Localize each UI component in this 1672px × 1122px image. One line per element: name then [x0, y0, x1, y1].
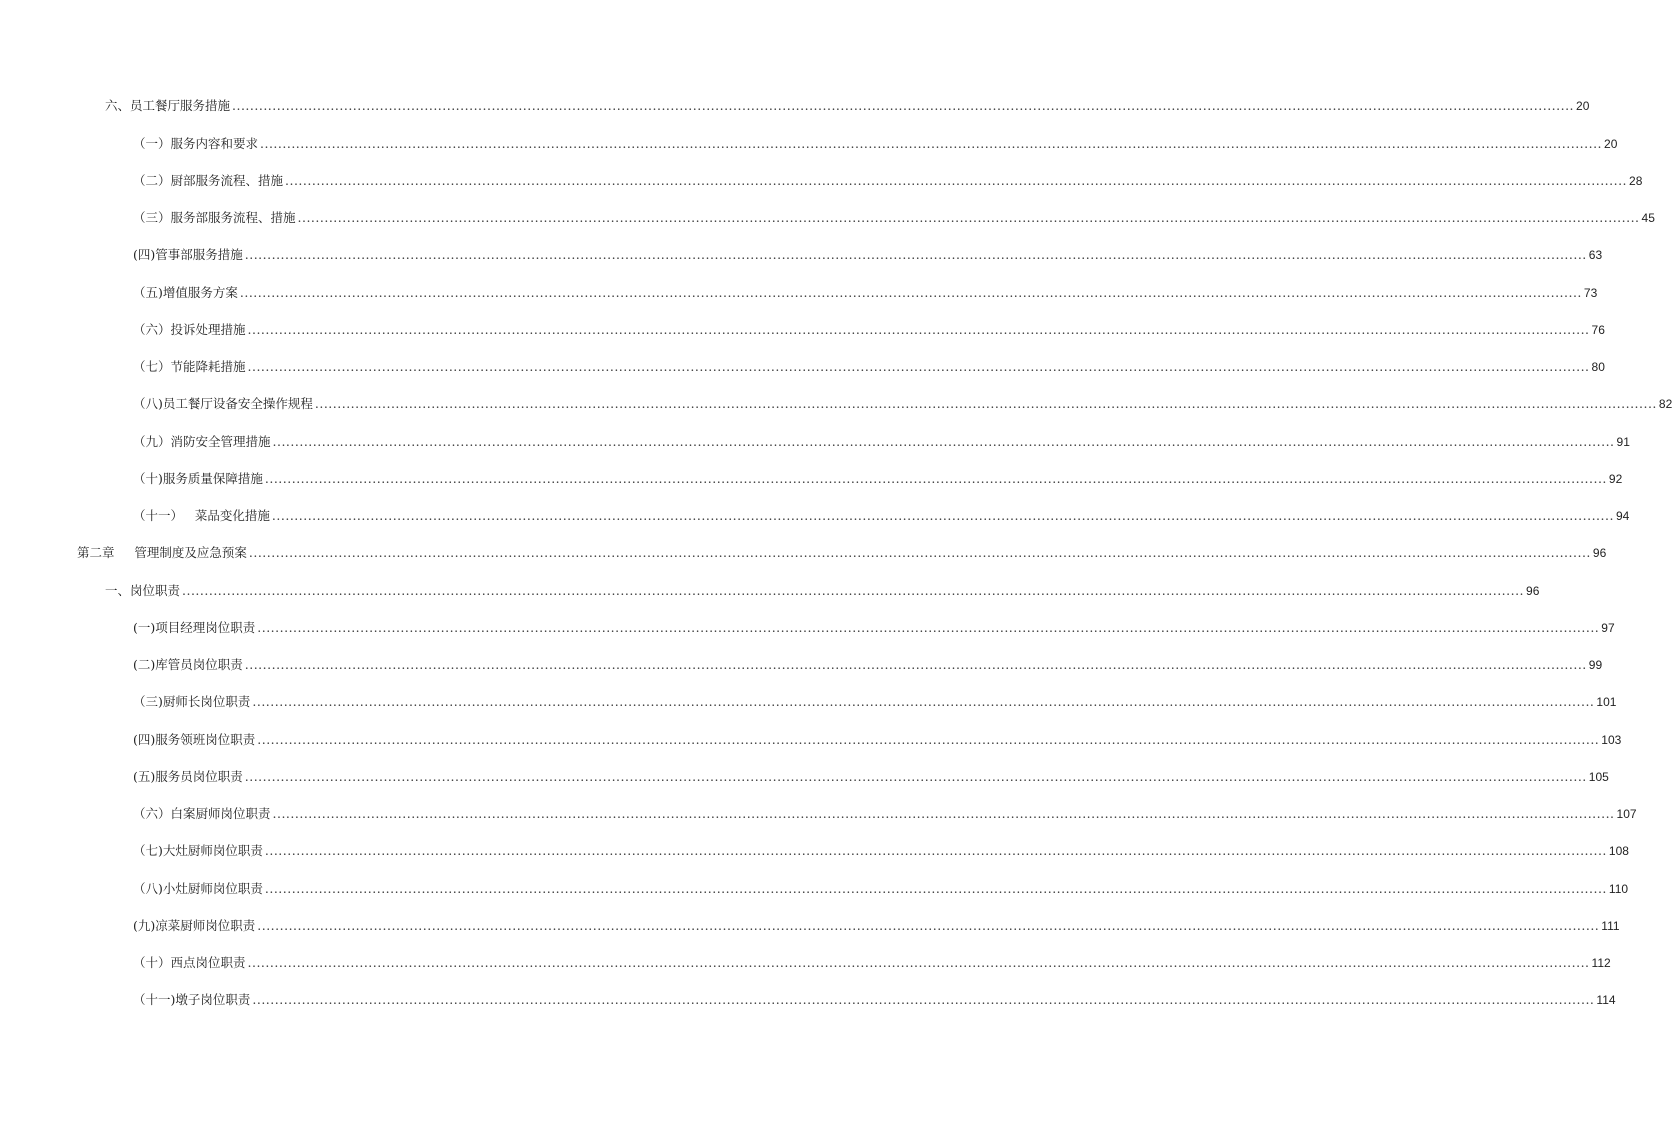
toc-entry-page: 107 — [1616, 807, 1637, 821]
toc-leader-dots: ............................................................................................................................................................................................................................................................................................................ — [257, 620, 1600, 635]
toc-entry[interactable] — [133, 953, 1611, 973]
toc-entry-title: （五)增值服务方案 — [133, 285, 238, 300]
toc-entry-title: （十一)墩子岗位职责 — [133, 992, 251, 1007]
toc-leader-dots: ............................................................................................................................................................................................................................................................................................................ — [248, 545, 1591, 560]
toc-entry-page: 73 — [1583, 286, 1598, 300]
toc-entry[interactable] — [133, 469, 1623, 489]
toc-entry[interactable] — [133, 506, 1630, 526]
toc-entry-title: 第二章 管理制度及应急预案 — [77, 545, 247, 560]
toc-entry[interactable] — [133, 208, 1655, 228]
toc-entry[interactable] — [133, 618, 1615, 638]
toc-leader-dots: ............................................................................................................................................................................................................................................................................................................ — [252, 992, 1595, 1007]
toc-entry-page: 96 — [1592, 546, 1607, 560]
toc-entry-title: (五)服务员岗位职责 — [133, 769, 243, 784]
toc-entry-title: 一、岗位职责 — [105, 583, 181, 598]
toc-entry-page: 101 — [1596, 695, 1617, 709]
toc-entry[interactable] — [133, 841, 1629, 861]
toc-leader-dots: ............................................................................................................................................................................................................................................................................................................ — [314, 396, 1657, 411]
toc-leader-dots: ............................................................................................................................................................................................................................................................................................................ — [244, 769, 1587, 784]
toc-entry[interactable] — [133, 394, 1672, 414]
toc-leader-dots: ............................................................................................................................................................................................................................................................................................................ — [252, 694, 1595, 709]
toc-entry[interactable] — [133, 171, 1643, 191]
toc-entry-title: （六）白案厨师岗位职责 — [133, 806, 271, 821]
toc-entry-title: (二)库管员岗位职责 — [133, 657, 243, 672]
toc-entry-title: （六）投诉处理措施 — [133, 322, 246, 337]
toc-entry-page: 63 — [1588, 248, 1603, 262]
toc-entry-title: (九)凉菜厨师岗位职责 — [133, 918, 256, 933]
toc-entry-title: （十一） 菜品变化措施 — [133, 508, 270, 523]
toc-entry[interactable] — [77, 543, 1607, 563]
toc-entry-page: 112 — [1591, 956, 1611, 970]
toc-leader-dots: ............................................................................................................................................................................................................................................................................................................ — [272, 806, 1615, 821]
toc-entry-page: 105 — [1588, 770, 1609, 784]
toc-entry-title: （八)员工餐厅设备安全操作规程 — [133, 396, 313, 411]
toc-entry[interactable] — [105, 581, 1540, 601]
toc-entry-title: （九）消防安全管理措施 — [133, 434, 271, 449]
toc-entry-page: 96 — [1526, 584, 1540, 598]
toc-leader-dots: ............................................................................................................................................................................................................................................................................................................ — [247, 955, 1590, 970]
toc-entry-title: (四)服务领班岗位职责 — [133, 732, 256, 747]
toc-entry[interactable] — [133, 692, 1617, 712]
toc-entry-page: 76 — [1591, 323, 1605, 337]
toc-entry[interactable] — [133, 916, 1620, 936]
toc-entry[interactable] — [133, 432, 1630, 452]
toc-leader-dots: ............................................................................................................................................................................................................................................................................................................ — [244, 657, 1587, 672]
toc-entry-page: 94 — [1615, 509, 1630, 523]
toc-entry-title: （三)厨师长岗位职责 — [133, 694, 251, 709]
toc-entry-page: 110 — [1608, 882, 1629, 896]
toc-leader-dots: ............................................................................................................................................................................................................................................................................................................ — [260, 136, 1603, 151]
toc-entry-title: （十)服务质量保障措施 — [133, 471, 263, 486]
toc-leader-dots: ............................................................................................................................................................................................................................................................................................................ — [264, 843, 1607, 858]
toc-leader-dots: ............................................................................................................................................................................................................................................................................................................ — [272, 434, 1615, 449]
toc-leader-dots: ............................................................................................................................................................................................................................................................................................................ — [232, 98, 1575, 113]
toc-entry-title: （三）服务部服务流程、措施 — [133, 210, 296, 225]
toc-entry-title: (一)项目经理岗位职责 — [133, 620, 256, 635]
toc-entry-title: （一）服务内容和要求 — [133, 136, 259, 151]
toc-entry-page: 114 — [1596, 993, 1616, 1007]
toc-entry-title: (四)管事部服务措施 — [133, 247, 243, 262]
toc-entry-page: 99 — [1588, 658, 1603, 672]
toc-leader-dots: ............................................................................................................................................................................................................................................................................................................ — [264, 881, 1607, 896]
toc-entry-title: （八)小灶厨师岗位职责 — [133, 881, 263, 896]
toc-entry-title: （二）厨部服务流程、措施 — [133, 173, 284, 188]
toc-leader-dots: ............................................................................................................................................................................................................................................................................................................ — [264, 471, 1607, 486]
toc-entry[interactable] — [105, 96, 1590, 116]
toc-leader-dots: ............................................................................................................................................................................................................................................................................................................ — [247, 322, 1590, 337]
toc-entry[interactable] — [133, 134, 1618, 154]
toc-entry-page: 80 — [1591, 360, 1605, 374]
toc-entry-page: 111 — [1601, 919, 1620, 933]
toc-leader-dots: ............................................................................................................................................................................................................................................................................................................ — [285, 173, 1628, 188]
toc-leader-dots: ............................................................................................................................................................................................................................................................................................................ — [257, 732, 1600, 747]
toc-leader-dots: ............................................................................................................................................................................................................................................................................................................ — [182, 583, 1525, 598]
toc-entry[interactable] — [133, 245, 1603, 265]
toc-leader-dots: ............................................................................................................................................................................................................................................................................................................ — [257, 918, 1600, 933]
toc-entry-title: 六、员工餐厅服务措施 — [105, 98, 231, 113]
toc-entry[interactable] — [133, 804, 1637, 824]
toc-entry-page: 91 — [1616, 435, 1630, 449]
toc-entry[interactable] — [133, 283, 1598, 303]
toc-entry[interactable] — [133, 767, 1609, 787]
toc-entry-title: （十）西点岗位职责 — [133, 955, 246, 970]
toc-entry-title: （七）节能降耗措施 — [133, 359, 246, 374]
toc-entry-page: 20 — [1576, 99, 1590, 113]
toc-leader-dots: ............................................................................................................................................................................................................................................................................................................ — [244, 247, 1587, 262]
toc-entry[interactable] — [133, 730, 1622, 750]
toc-entry-title: （七)大灶厨师岗位职责 — [133, 843, 263, 858]
toc-entry-page: 28 — [1629, 174, 1643, 188]
toc-entry-page: 20 — [1604, 137, 1618, 151]
toc-entry-page: 103 — [1601, 733, 1622, 747]
toc-leader-dots: ............................................................................................................................................................................................................................................................................................................ — [297, 210, 1640, 225]
toc-entry[interactable] — [133, 879, 1629, 899]
toc-leader-dots: ............................................................................................................................................................................................................................................................................................................ — [247, 359, 1590, 374]
toc-entry-page: 92 — [1608, 472, 1623, 486]
toc-entry-page: 82 — [1658, 397, 1672, 411]
toc-entry[interactable] — [133, 655, 1603, 675]
toc-entry-page: 45 — [1641, 211, 1655, 225]
toc-entry[interactable] — [133, 990, 1616, 1010]
toc-leader-dots: ............................................................................................................................................................................................................................................................................................................ — [271, 508, 1614, 523]
toc-entry-page: 97 — [1601, 621, 1615, 635]
toc-leader-dots: ............................................................................................................................................................................................................................................................................................................ — [239, 285, 1582, 300]
toc-entry[interactable] — [133, 320, 1605, 340]
toc-entry-page: 108 — [1608, 844, 1629, 858]
toc-entry[interactable] — [133, 357, 1605, 377]
